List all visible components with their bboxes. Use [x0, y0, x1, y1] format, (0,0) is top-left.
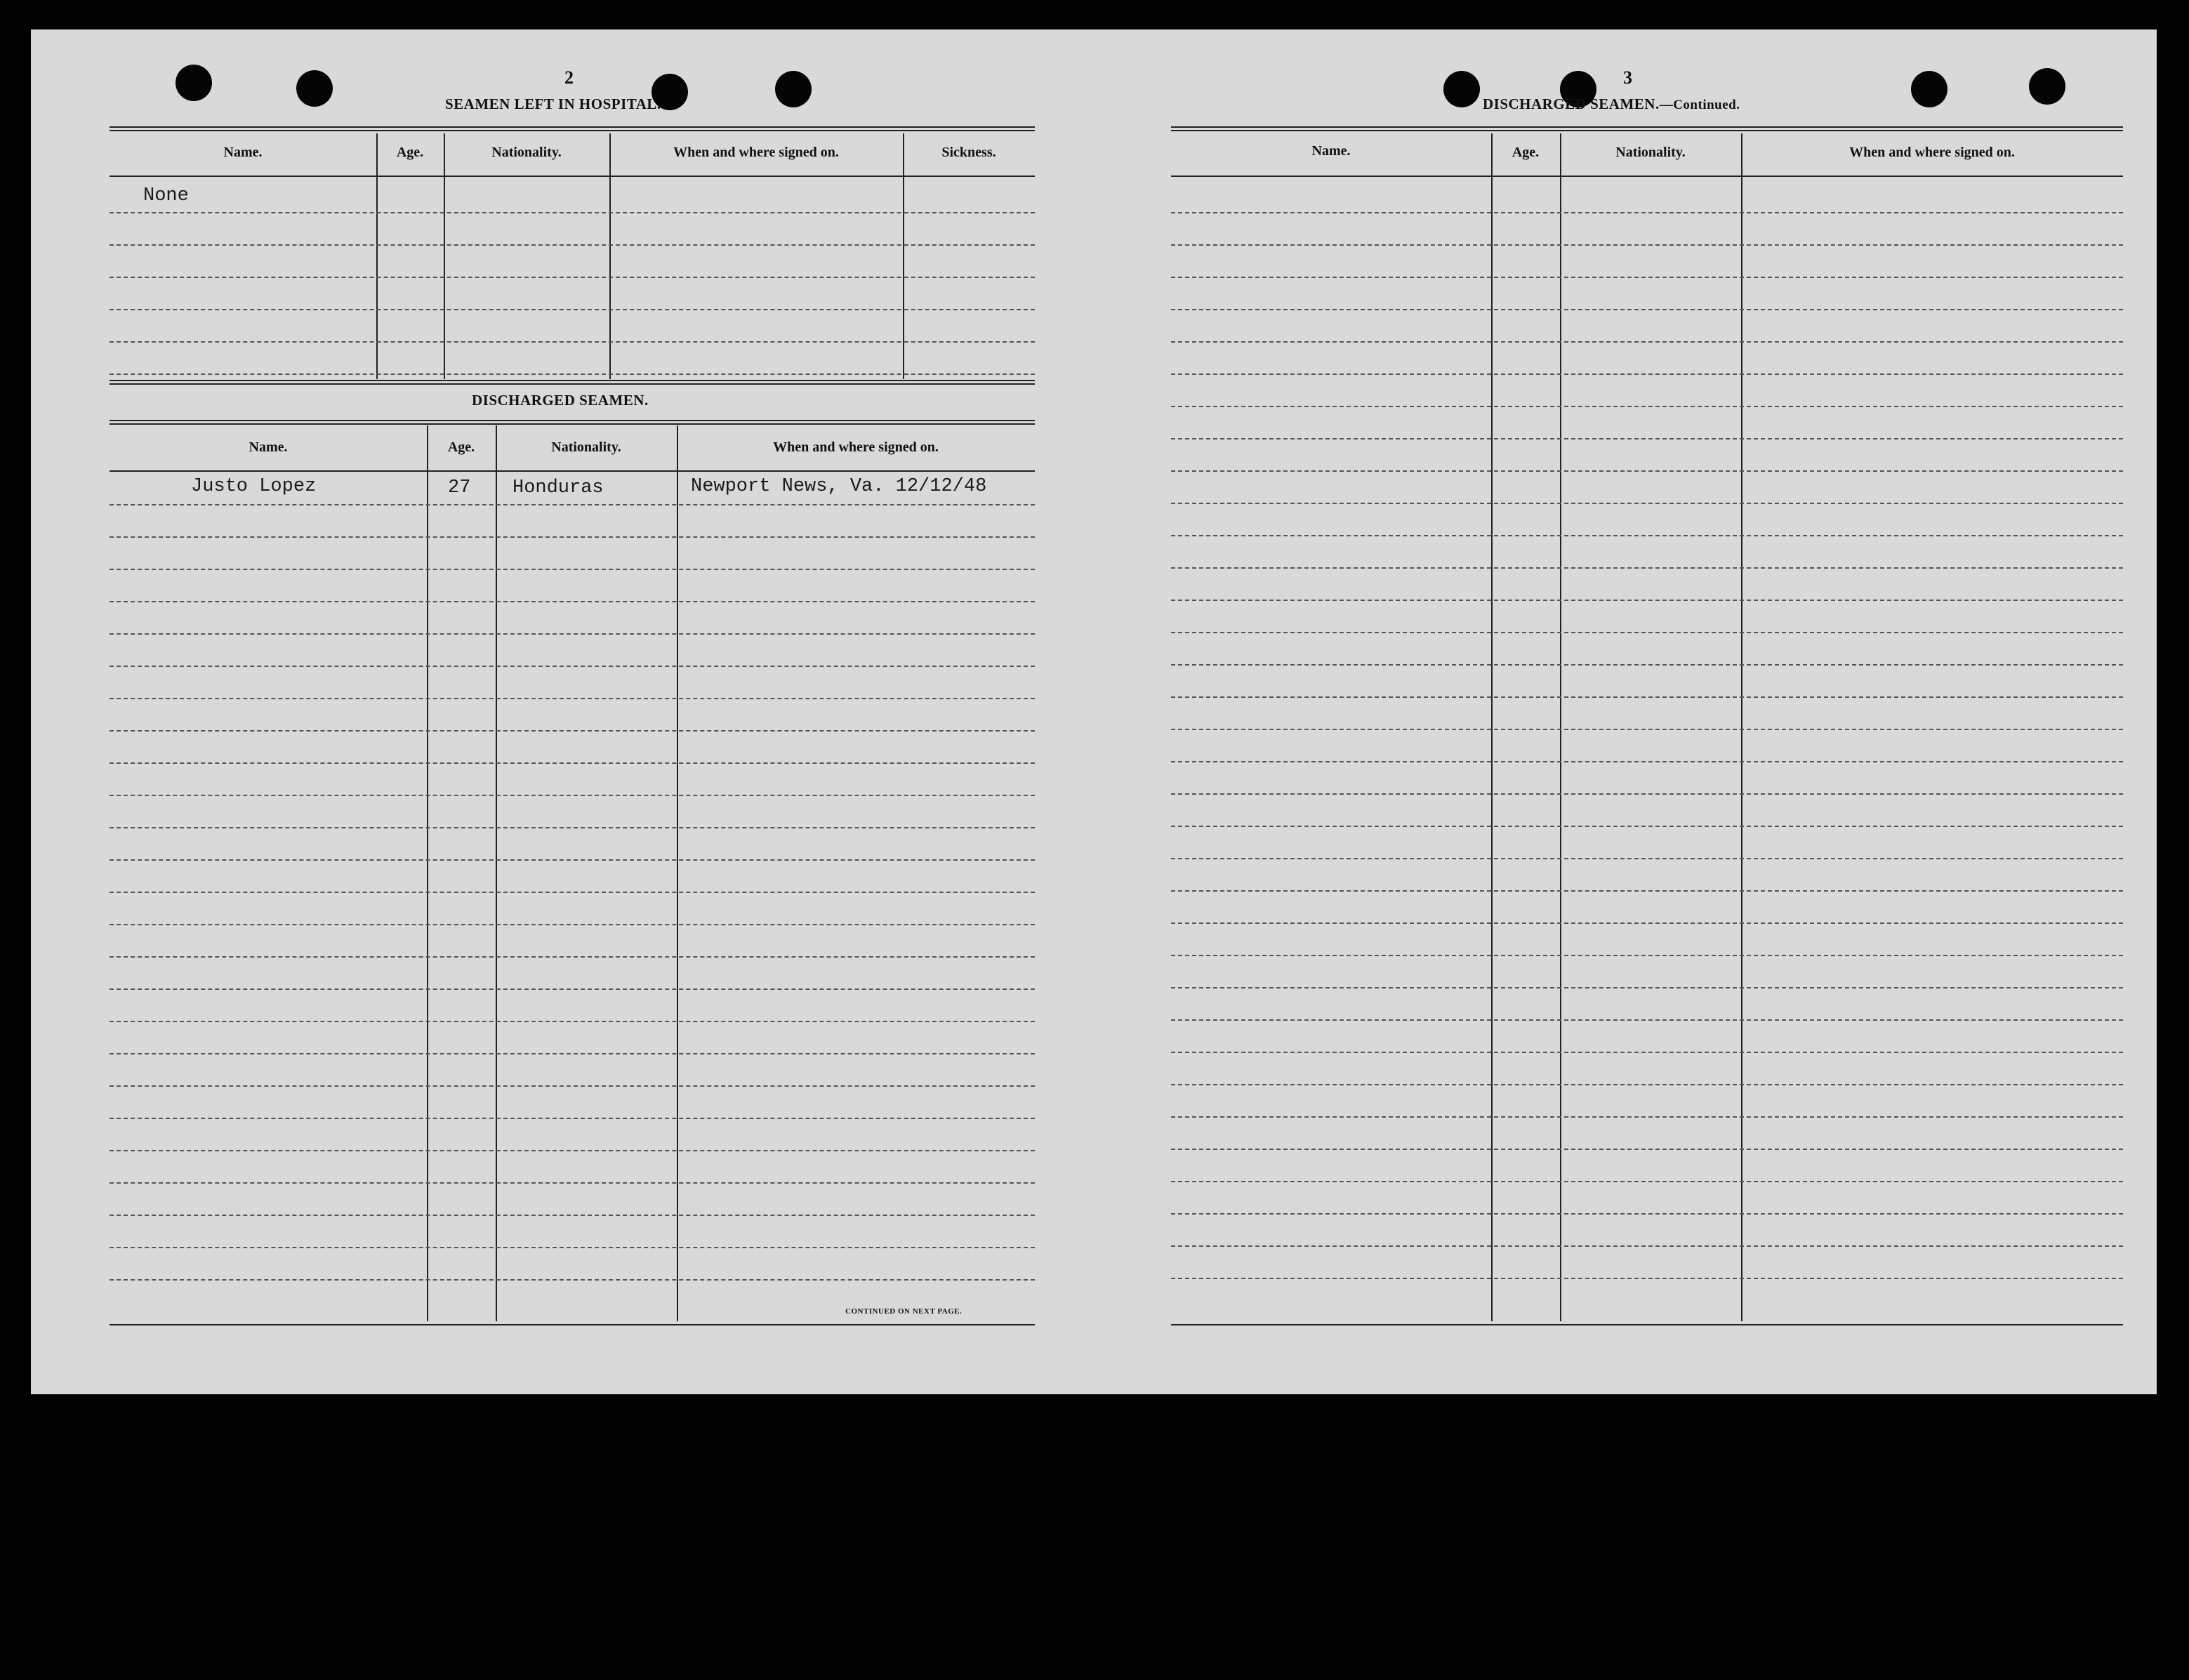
dashed-row-line	[110, 1279, 1035, 1281]
rule	[110, 420, 1035, 425]
punch-hole	[775, 71, 812, 107]
discharged-row-signed-on: Newport News, Va. 12/12/48	[691, 476, 987, 497]
punch-hole	[296, 70, 333, 107]
dashed-row-line	[1171, 696, 2123, 698]
discharged-continued-title-main: DISCHARGED SEAMEN.	[1483, 95, 1660, 112]
dashed-row-line	[110, 309, 1035, 310]
dashed-row-line	[110, 504, 1035, 505]
dashed-row-line	[1171, 1245, 2123, 1247]
dashed-row-line	[1171, 858, 2123, 859]
rule	[110, 380, 1035, 385]
dashed-row-line	[1171, 470, 2123, 472]
discharged-header-name: Name.	[249, 439, 288, 455]
column-divider	[677, 425, 678, 1321]
dashed-row-line	[110, 762, 1035, 764]
discharged-header-nationality: Nationality.	[551, 439, 621, 455]
rule	[1171, 1324, 2123, 1325]
dashed-row-line	[1171, 793, 2123, 795]
dashed-row-line	[1171, 438, 2123, 439]
dashed-row-line	[1171, 664, 2123, 666]
dashed-row-line	[110, 892, 1035, 893]
dashed-row-line	[110, 859, 1035, 861]
dashed-row-line	[110, 1150, 1035, 1151]
right-header-nationality: Nationality.	[1615, 145, 1686, 160]
dashed-row-line	[110, 795, 1035, 796]
rule	[110, 470, 1035, 472]
right-header-name: Name.	[1311, 143, 1351, 159]
dashed-row-line	[110, 1215, 1035, 1216]
dashed-row-line	[1171, 761, 2123, 762]
dashed-row-line	[110, 988, 1035, 990]
dashed-row-line	[110, 569, 1035, 570]
discharged-row-age: 27	[448, 477, 471, 498]
dashed-row-line	[110, 341, 1035, 343]
dashed-row-line	[1171, 373, 2123, 375]
page-number-right: 3	[1623, 67, 1632, 88]
dashed-row-line	[110, 924, 1035, 925]
dashed-row-line	[1171, 244, 2123, 246]
dashed-row-line	[1171, 1116, 2123, 1118]
dashed-row-line	[110, 1182, 1035, 1184]
dashed-row-line	[1171, 309, 2123, 310]
dashed-row-line	[1171, 341, 2123, 343]
continued-suffix: —Continued.	[1659, 98, 1740, 112]
column-divider	[1741, 133, 1742, 1321]
dashed-row-line	[110, 730, 1035, 732]
hospital-entry-name: None	[143, 185, 189, 206]
dashed-row-line	[110, 1085, 1035, 1087]
column-divider	[496, 425, 497, 1321]
hospital-section-title: SEAMEN LEFT IN HOSPITAL.	[445, 95, 661, 112]
discharged-header-age: Age.	[447, 439, 475, 455]
dashed-row-line	[1171, 632, 2123, 633]
dashed-row-line	[1171, 1181, 2123, 1182]
right-header-signed-on: When and where signed on.	[1849, 145, 2015, 160]
dashed-row-line	[110, 601, 1035, 602]
dashed-row-line	[110, 277, 1035, 278]
dashed-row-line	[110, 633, 1035, 635]
dashed-row-line	[1171, 890, 2123, 892]
page-number-left: 2	[564, 67, 574, 88]
continued-note: CONTINUED ON NEXT PAGE.	[845, 1307, 963, 1316]
dashed-row-line	[1171, 535, 2123, 536]
hospital-header-age: Age.	[396, 145, 424, 160]
dashed-row-line	[110, 698, 1035, 699]
dashed-row-line	[1171, 600, 2123, 601]
rule	[110, 176, 1035, 177]
dashed-row-line	[1171, 406, 2123, 407]
dashed-row-line	[1171, 1149, 2123, 1150]
dashed-row-line	[1171, 503, 2123, 504]
column-divider	[1560, 133, 1561, 1321]
document-sheet	[31, 29, 2157, 1394]
dashed-row-line	[110, 1053, 1035, 1054]
dashed-row-line	[1171, 826, 2123, 827]
dashed-row-line	[110, 1118, 1035, 1119]
dashed-row-line	[1171, 1084, 2123, 1085]
dashed-row-line	[1171, 987, 2123, 988]
dashed-row-line	[110, 666, 1035, 667]
dashed-row-line	[110, 212, 1035, 213]
dashed-row-line	[110, 244, 1035, 246]
dashed-row-line	[1171, 1052, 2123, 1053]
discharged-row-name: Justo Lopez	[191, 476, 317, 497]
punch-hole	[2029, 68, 2065, 105]
hospital-header-signed-on: When and where signed on.	[673, 145, 839, 160]
dashed-row-line	[110, 1021, 1035, 1022]
rule	[1171, 176, 2123, 177]
dashed-row-line	[1171, 212, 2123, 213]
dashed-row-line	[1171, 567, 2123, 569]
dashed-row-line	[1171, 1278, 2123, 1279]
hospital-header-sickness: Sickness.	[941, 145, 996, 160]
rule	[110, 126, 1035, 131]
dashed-row-line	[110, 536, 1035, 538]
discharged-row-nationality: Honduras	[512, 477, 604, 498]
dashed-row-line	[110, 1247, 1035, 1248]
rule	[110, 1324, 1035, 1325]
column-divider	[427, 425, 428, 1321]
rule	[1171, 126, 2123, 131]
dashed-row-line	[110, 956, 1035, 958]
dashed-row-line	[1171, 729, 2123, 730]
punch-hole	[1911, 71, 1947, 107]
dashed-row-line	[110, 373, 1035, 375]
hospital-header-nationality: Nationality.	[491, 145, 562, 160]
dashed-row-line	[1171, 277, 2123, 278]
discharged-header-signed-on: When and where signed on.	[773, 439, 939, 455]
punch-hole	[176, 65, 212, 101]
hospital-header-name: Name.	[223, 145, 263, 160]
discharged-continued-title	[1483, 95, 1740, 113]
right-header-age: Age.	[1512, 145, 1540, 160]
dashed-row-line	[1171, 1213, 2123, 1215]
discharged-section-title: DISCHARGED SEAMEN.	[472, 392, 649, 409]
dashed-row-line	[1171, 922, 2123, 924]
dashed-row-line	[1171, 955, 2123, 956]
dashed-row-line	[1171, 1019, 2123, 1021]
column-divider	[1491, 133, 1493, 1321]
punch-hole	[1443, 71, 1480, 107]
dashed-row-line	[110, 827, 1035, 828]
